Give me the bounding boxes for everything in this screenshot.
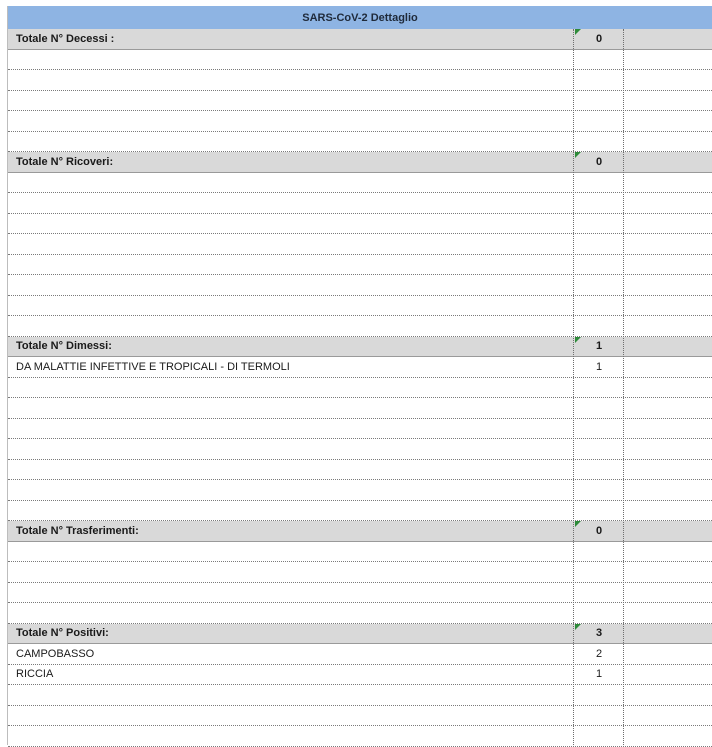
sheet-title	[8, 6, 712, 30]
empty-row[interactable]	[8, 91, 712, 112]
empty-row[interactable]	[8, 111, 712, 132]
empty-row[interactable]	[8, 214, 712, 235]
empty-row[interactable]	[8, 234, 712, 255]
detail-row[interactable]	[8, 644, 712, 665]
empty-row[interactable]	[8, 542, 712, 563]
section-label: Totale N° Decessi :	[16, 32, 115, 45]
section-total: 1	[595, 340, 603, 353]
empty-row[interactable]	[8, 173, 712, 194]
detail-value: 1	[595, 668, 603, 681]
section-header-row[interactable]	[8, 152, 712, 173]
detail-row[interactable]	[8, 665, 712, 686]
section-header-row[interactable]	[8, 29, 712, 50]
section-total: 0	[595, 32, 603, 45]
empty-row[interactable]	[8, 132, 712, 153]
sheet-title-text: SARS-CoV-2 Dettaglio	[302, 11, 418, 24]
empty-row[interactable]	[8, 439, 712, 460]
empty-row[interactable]	[8, 193, 712, 214]
section-label: Totale N° Ricoveri:	[16, 155, 114, 168]
section-label: Totale N° Dimessi:	[16, 340, 112, 353]
section-header-row[interactable]	[8, 337, 712, 358]
empty-row[interactable]	[8, 378, 712, 399]
empty-row[interactable]	[8, 296, 712, 317]
empty-row[interactable]	[8, 70, 712, 91]
detail-label: CAMPOBASSO	[16, 647, 95, 660]
detail-value: 1	[595, 360, 603, 373]
empty-row[interactable]	[8, 706, 712, 727]
empty-row[interactable]	[8, 583, 712, 604]
section-total: 3	[595, 627, 603, 640]
column-divider-right	[623, 29, 624, 745]
empty-row[interactable]	[8, 685, 712, 706]
section-header-row[interactable]	[8, 624, 712, 645]
empty-row[interactable]	[8, 50, 712, 71]
empty-row[interactable]	[8, 275, 712, 296]
detail-row[interactable]	[8, 357, 712, 378]
empty-row[interactable]	[8, 255, 712, 276]
empty-row[interactable]	[8, 480, 712, 501]
detail-value: 2	[595, 647, 603, 660]
section-label: Totale N° Trasferimenti:	[16, 524, 139, 537]
empty-row[interactable]	[8, 398, 712, 419]
section-label: Totale N° Positivi:	[16, 627, 109, 640]
empty-row[interactable]	[8, 460, 712, 481]
column-divider-left	[573, 29, 574, 745]
section-header-row[interactable]	[8, 521, 712, 542]
section-total: 0	[595, 155, 603, 168]
section-total: 0	[595, 524, 603, 537]
empty-row[interactable]	[8, 726, 712, 747]
detail-label: DA MALATTIE INFETTIVE E TROPICALI - DI TERMOLI	[16, 360, 290, 373]
empty-row[interactable]	[8, 501, 712, 522]
empty-row[interactable]	[8, 603, 712, 624]
data-grid	[8, 29, 712, 747]
detail-label: RICCIA	[16, 668, 54, 681]
empty-row[interactable]	[8, 316, 712, 337]
empty-row[interactable]	[8, 562, 712, 583]
empty-row[interactable]	[8, 419, 712, 440]
